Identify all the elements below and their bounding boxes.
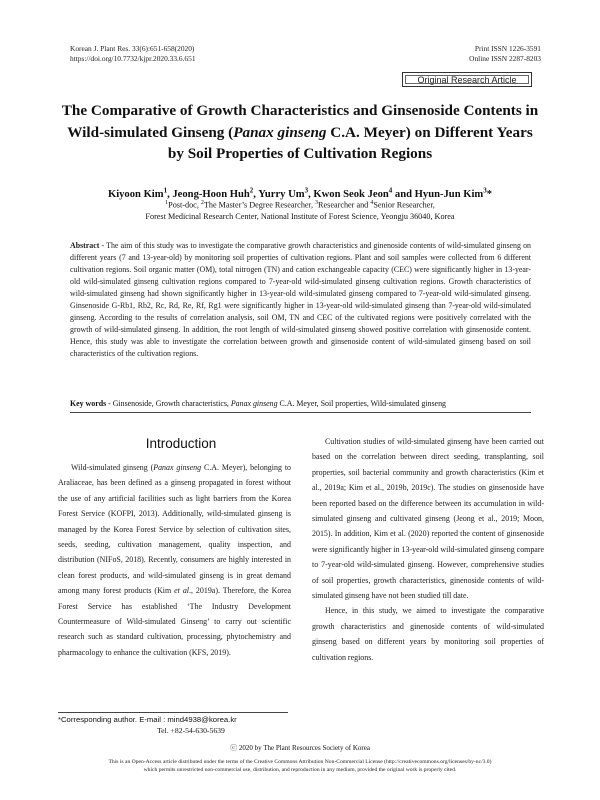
keywords-divider [70, 412, 531, 413]
footnote-divider [58, 712, 288, 713]
license-line-2: which permits unrestricted non-commercial use, distribution, and reproduction in any medium, provided the original work is properly cited. [143, 767, 457, 773]
author-name: Kwon Seok Jeon [313, 188, 389, 200]
article-type-label: Original Research Article [417, 75, 517, 85]
paragraph-text: Wild-simulated ginseng ( [71, 463, 154, 472]
affil-role: The Master’s Degree Researcher, [203, 200, 316, 210]
title-line-2-pre: Wild-simulated Ginseng ( [67, 123, 234, 141]
online-issn: Online ISSN 2287-8203 [469, 54, 541, 63]
keywords-text: - Ginsenoside, Growth characteristics, [106, 399, 231, 408]
author-affil-mark: 3 [483, 186, 487, 194]
keywords-text-rest: C.A. Meyer, Soil properties, Wild-simulated ginseng [277, 399, 446, 408]
affil-mark: 3 [315, 200, 319, 206]
corresponding-author-phone: Tel. +82-54-630-5639 [157, 726, 225, 735]
journal-header-left [70, 44, 196, 64]
author-affil-mark: 1 [163, 186, 168, 194]
intro-paragraph-1 [58, 460, 291, 660]
title-line-2-post: C.A. Meyer) on Different Years [326, 123, 533, 141]
license-notice [40, 758, 560, 774]
right-column [312, 434, 544, 665]
author-name: Hyun-Jun Kim [414, 188, 484, 200]
author-separator: , [308, 188, 314, 200]
abstract-label: Abstract [70, 241, 100, 250]
paper-title [40, 100, 560, 165]
title-line-2 [40, 122, 560, 144]
author-affil-mark: 4 [388, 186, 393, 194]
copyright-notice: ⓒ 2020 by The Plant Resources Society of Korea [230, 744, 370, 752]
corresponding-mark: * [486, 188, 493, 200]
keywords-label: Key words [70, 399, 107, 408]
affil-mark: 2 [200, 200, 204, 206]
left-column [58, 460, 291, 660]
author-name: Yurry Um [258, 188, 305, 200]
doi-link[interactable]: https://doi.org/10.7732/kjpr.2020.33.6.651 [70, 54, 196, 63]
corresponding-author-email[interactable]: *Corresponding author. E-mail : mind4938@korea.kr [58, 715, 237, 724]
affil-role: Senior Researcher, [373, 200, 435, 210]
affiliation [40, 198, 560, 223]
introduction-heading: Introduction [145, 436, 217, 451]
author-name: Jeong-Hoon Huh [172, 188, 250, 200]
title-line-3: by Soil Properties of Cultivation Regions [167, 145, 433, 162]
journal-citation: Korean J. Plant Res. 33(6):651-658(2020) [70, 44, 195, 53]
affil-mark: 4 [370, 200, 374, 206]
author-separator: , [253, 188, 259, 200]
citation-etal: et al [174, 586, 189, 596]
author-affil-mark: 2 [249, 186, 254, 194]
journal-header-right [469, 44, 541, 64]
keywords [70, 398, 540, 409]
article-type-badge [402, 72, 532, 87]
author-separator: and [392, 188, 415, 200]
keywords-species: Panax ginseng [230, 399, 278, 408]
paragraph-text: C.A. Meyer), belonging to Araliaceae, has been defined as a ginseng propagated in forest without the use of any artificial facilities such as light barriers from the Korea Forest Service (KOFPI, 2013). Additionally, wild-simulated ginseng is managed by the Korea Forest Service by selection of cultivation sites, seeds, seeding, cultivation management, quality inspection, and distribution (NIFoS, 2018). Recently, consumers are highly interested in clean forest products, and wild-simulated ginseng is in great demand among many forest products (Kim [58, 463, 291, 596]
affil-role: Post-doc, [168, 200, 201, 210]
paragraph-text: ., 2019a). Therefore, the Korea Forest Service has established ‘The Industry Development Countermeasure of Wild-simulated Ginseng’ to carry out scientific research such as standard cultivation, processing, phytochemistry and pharmacology to enhance the cultivation (KFS, 2019). [58, 586, 291, 657]
affiliation-roles [40, 198, 560, 211]
license-line-1[interactable]: This is an Open-Access article distributed under the terms of the Creative Commons Attribution Non-Commercial License (http://creativecommons.org/licenses/by-nc/3.0) [108, 759, 492, 765]
affil-mark: 1 [165, 200, 169, 206]
badge-inner-border [405, 75, 529, 84]
author-separator: , [167, 188, 173, 200]
intro-paragraph-2: Cultivation studies of wild-simulated ginseng have been carried out based on the correlation between direct seeding, transplanting, soil properties, soil bacterial community and growth characteristics (Kim et al., 2019a; Kim et al., 2019b, 2019c). The studies on ginsenoside have been reported based on the difference between its accumulation in wild-simulated ginseng and cultivated ginseng (Jeong et al., 2019; Moon, 2015). In addition, Kim et al. (2020) reported the content of ginsenoside were significantly higher in 13-year-old wild-simulated ginseng compare to 7-year-old wild-simulated ginseng. However, comprehensive studies of soil properties, growth characteristics, ginenoside contents of wild-simulated ginseng have not been studied till date. [312, 437, 544, 601]
abstract-text: - The aim of this study was to investigate the comparative growth characteristics and ginenoside contents of wild-simulated ginseng on different years (7 and 13-year-old) by monitoring soil properties of cultivation regions. Plant and soil samples were collected from 6 different cultivation regions. Soil organic matter (OM), total nitrogen (TN) and cation exchangeable capacity (CEC) were significantly higher in 13-year-old wild-simulated ginseng cultivation regions compared to 7-year-old wild-simulated ginseng cultivation regions. Growth characteristics of wild-simulated ginseng had shown significantly higher in 13-year-old wild-simulated ginseng compared to 7-year-old wild-simulated ginseng. Ginsenoside G-Rb1, Rb2, Rc, Rd, Re, Rf, Rg1 were significantly higher in 13-year-old wild-simulated ginseng than 7-year-old wild-simulated ginseng. According to the results of correlation analysis, soil OM, TN and CEC of the cultivated regions were positively correlated with the growth of wild-simulated ginseng. In addition, the root length of wild-simulated ginseng showed positive correlation with ginsenoside content. Hence, this study was able to investigate the correlation between growth and ginsenoside content of wild-simulated ginseng based on soil characteristics of the cultivation regions. [70, 241, 531, 359]
print-issn: Print ISSN 1226-3591 [474, 44, 541, 53]
title-line-1: The Comparative of Growth Characteristics and Ginsenoside Contents in [61, 102, 539, 119]
intro-paragraph-3: Hence, in this study, we aimed to investigate the comparative growth characteristics and ginenoside contents of wild-simulated ginseng based on different years by monitoring soil properties of cultivation regions. [312, 606, 544, 662]
affiliation-institution: Forest Medicinal Research Center, National Institute of Forest Science, Yeongju 36040, Korea [145, 212, 455, 222]
footnote [58, 714, 298, 736]
author-affil-mark: 3 [304, 186, 309, 194]
abstract [70, 240, 531, 360]
title-species-name: Panax ginseng [233, 123, 327, 141]
author-name: Kiyoon Kim [107, 188, 164, 200]
species-name: Panax ginseng [153, 463, 202, 472]
affil-role: Researcher and [318, 200, 371, 210]
